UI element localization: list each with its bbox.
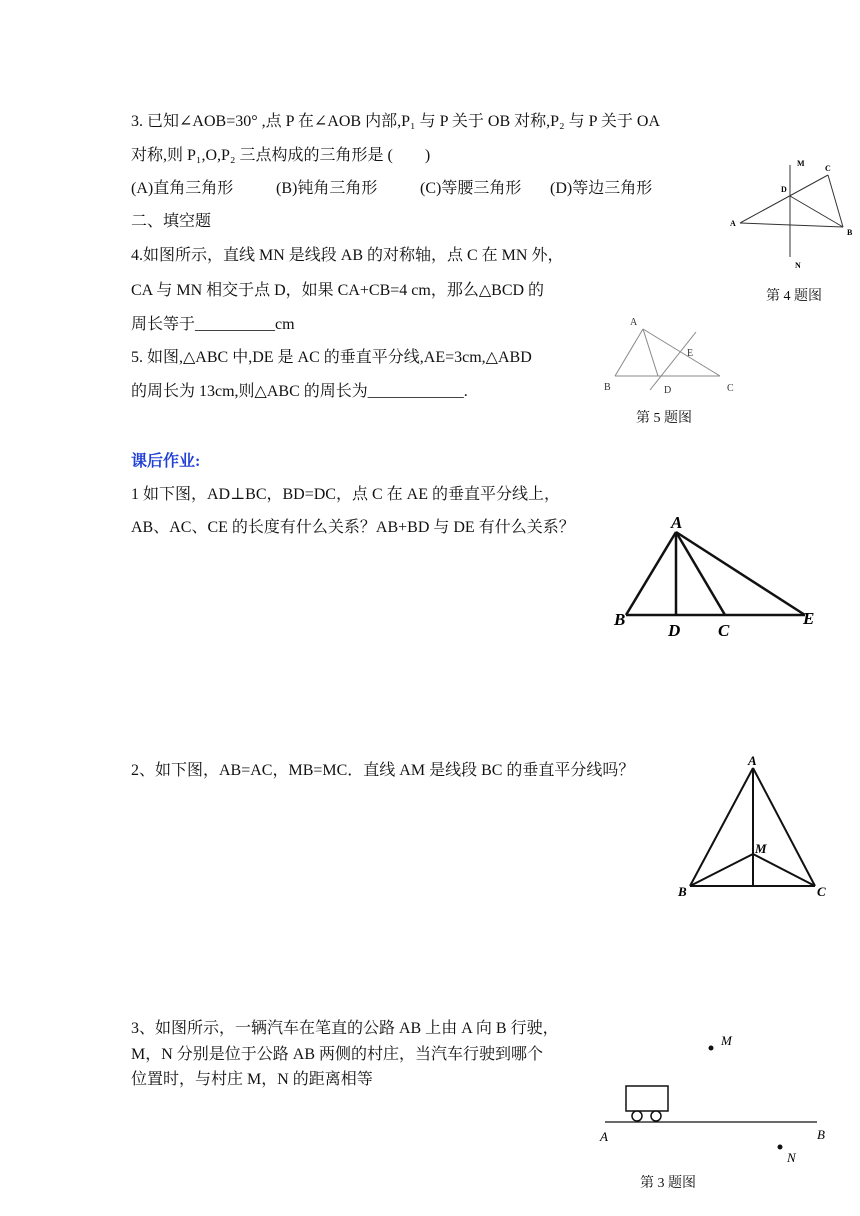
q5-line-de: [650, 332, 696, 390]
q4-caption: 第 4 题图: [766, 289, 822, 304]
q3-option-a: (A)直角三角形: [131, 180, 234, 197]
section2-title: 二、填空题: [131, 213, 212, 230]
hw3-caption: 第 3 题图: [640, 1176, 696, 1191]
hw2-label-c: C: [817, 884, 826, 899]
q5-figure: [598, 312, 748, 402]
village-m-point: [709, 1046, 714, 1051]
q4-line-ab: [740, 223, 843, 227]
hw1-line-ab: [626, 532, 676, 615]
q5-caption: 第 5 题图: [636, 411, 692, 426]
hw1-figure: [610, 510, 825, 645]
hw3-figure: [595, 1025, 835, 1170]
q4-label-b: B: [847, 228, 853, 237]
q3-option-b: (B)钝角三角形: [276, 180, 378, 197]
q4-label-a: A: [730, 219, 736, 228]
q4-line2: CA 与 MN 相交于点 D，如果 CA+CB=4 cm，那么△BCD 的: [131, 282, 545, 299]
hw3-label-n: N: [787, 1150, 796, 1165]
q3-line1: 3. 已知∠AOB=30° ,点 P 在∠AOB 内部,P₁ 与 P 关于 OB 对称,P₂ 与 P 关于 OA: [131, 113, 661, 130]
q5-line-ad: [643, 329, 658, 376]
q5-line2: 的周长为 13cm,则△ABC 的周长为____________.: [131, 383, 468, 400]
hw3-label-a: A: [600, 1129, 608, 1144]
village-n-point: [778, 1145, 783, 1150]
hw3-label-m: M: [721, 1033, 732, 1048]
hw1-label-d: D: [668, 621, 681, 640]
hw2-line-ac: [753, 768, 815, 886]
q4-figure: [725, 155, 860, 275]
hw1-line2: AB、AC、CE 的长度有什么关系？AB+BD 与 DE 有什么关系？: [131, 519, 575, 536]
q5-label-d: D: [664, 385, 672, 396]
q4-label-m: M: [797, 159, 805, 168]
hw3-line3: 位置时，与村庄 M，N 的距离相等: [131, 1071, 373, 1088]
q4-label-d: D: [781, 185, 787, 194]
hw1-line1: 1 如下图，AD⊥BC，BD=DC，点 C 在 AE 的垂直平分线上，: [131, 486, 560, 503]
q5-line-ac: [643, 329, 720, 376]
q3-option-d: (D)等边三角形: [550, 180, 653, 197]
q4-line1: 4.如图所示，直线 MN 是线段 AB 的对称轴，点 C 在 MN 外，: [131, 247, 564, 264]
q5-label-e: E: [687, 348, 694, 359]
q4-label-n: N: [795, 261, 801, 270]
hw2-label-a: A: [748, 753, 757, 768]
q3-line2: 对称,则 P₁,O,P₂ 三点构成的三角形是 ( ): [131, 147, 431, 164]
hw2-label-b: B: [678, 884, 687, 899]
q5-line-ab: [615, 329, 643, 376]
hw2-figure: [675, 752, 835, 902]
hw2-line1: 2、如下图，AB=AC，MB=MC．直线 AM 是线段 BC 的垂直平分线吗？: [131, 762, 635, 779]
q5-label-b: B: [604, 382, 611, 393]
hw1-label-b: B: [614, 610, 626, 629]
q4-line-ac: [740, 175, 828, 223]
q4-label-c: C: [825, 164, 831, 173]
hw3-line2: M，N 分别是位于公路 AB 两侧的村庄，当汽车行驶到哪个: [131, 1046, 544, 1063]
hw1-label-e: E: [803, 609, 815, 628]
car-icon: [626, 1086, 668, 1121]
hw1-line-ae: [676, 532, 805, 615]
q5-line1: 5. 如图,△ABC 中,DE 是 AC 的垂直平分线,AE=3cm,△ABD: [131, 349, 532, 366]
hw1-label-c: C: [718, 621, 730, 640]
hw2-label-m: M: [755, 841, 767, 856]
hw2-line-ab: [690, 768, 753, 886]
q4-line3: 周长等于__________cm: [131, 316, 295, 333]
q5-label-a: A: [630, 317, 638, 328]
homework-title: 课后作业:: [131, 453, 201, 470]
hw1-label-a: A: [671, 513, 683, 532]
q5-label-c: C: [727, 383, 734, 394]
q3-option-c: (C)等腰三角形: [420, 180, 522, 197]
hw3-label-b: B: [817, 1127, 825, 1142]
hw3-line1: 3、如图所示，一辆汽车在笔直的公路 AB 上由 A 向 B 行驶，: [131, 1020, 559, 1037]
hw1-line-ac: [676, 532, 725, 615]
